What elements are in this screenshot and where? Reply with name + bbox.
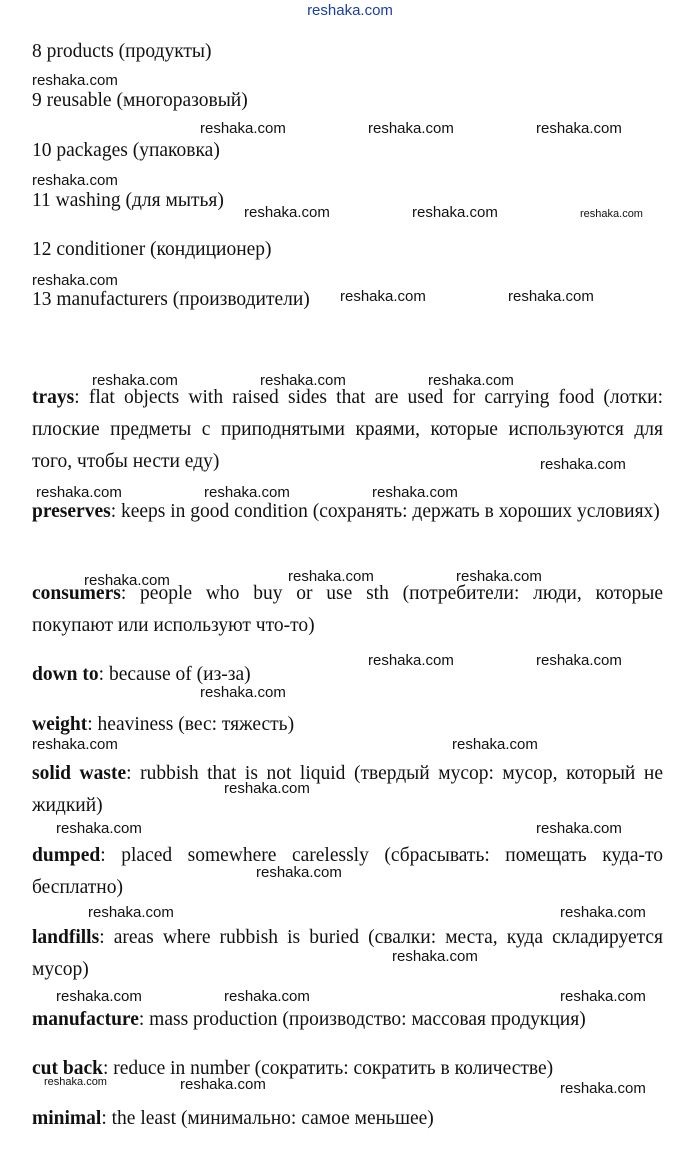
watermark: reshaka.com	[560, 904, 646, 921]
watermark: reshaka.com	[536, 120, 622, 137]
definition-solid-waste	[32, 758, 663, 822]
definition-manufacture	[32, 1004, 663, 1036]
watermark: reshaka.com	[56, 988, 142, 1005]
definition-term: preserves	[32, 501, 111, 522]
definition-term: minimal	[32, 1108, 102, 1129]
watermark: reshaka.com	[32, 272, 118, 289]
watermark: reshaka.com	[508, 288, 594, 305]
watermark: reshaka.com	[204, 484, 290, 501]
definition-term: cut back	[32, 1058, 103, 1079]
definition-term: down to	[32, 664, 99, 685]
definition-text: : heaviness (вес: тяжесть)	[87, 714, 295, 735]
definition-term: consumers	[32, 583, 121, 604]
watermark: reshaka.com	[44, 1076, 107, 1088]
definition-minimal	[32, 1103, 663, 1135]
definition-term: manufacture	[32, 1009, 139, 1030]
watermark: reshaka.com	[540, 456, 626, 473]
watermark: reshaka.com	[536, 820, 622, 837]
definition-text: : people who buy or use sth (потребители: люди, которые покупают или используют что-то)	[32, 583, 663, 636]
watermark: reshaka.com	[392, 948, 478, 965]
watermark: reshaka.com	[92, 372, 178, 389]
definition-text: : the least (минимально: самое меньшее)	[101, 1108, 434, 1129]
definition-text: : placed somewhere carelessly (сбрасывать: помещать куда-то бесплатно)	[32, 845, 663, 898]
watermark: reshaka.com	[260, 372, 346, 389]
watermark: reshaka.com	[456, 568, 542, 585]
watermark: reshaka.com	[580, 208, 643, 220]
definition-text: : keeps in good condition (сохранять: держать в хороших условиях)	[110, 501, 660, 522]
definition-text: : mass production (производство: массовая продукция)	[138, 1009, 586, 1030]
watermark: reshaka.com	[428, 372, 514, 389]
numbered-item: 11 washing (для мытья)	[32, 190, 224, 211]
watermark: reshaka.com	[536, 652, 622, 669]
watermark: reshaka.com	[84, 572, 170, 589]
watermark: reshaka.com	[340, 288, 426, 305]
definition-term: solid waste	[32, 763, 127, 784]
definition-dumped	[32, 840, 663, 904]
numbered-item: 9 reusable (многоразовый)	[32, 90, 248, 111]
watermark: reshaka.com	[200, 684, 286, 701]
watermark: reshaka.com	[32, 72, 118, 89]
definition-term: dumped	[32, 845, 101, 866]
numbered-item: 13 manufacturers (производители)	[32, 289, 310, 310]
watermark: reshaka.com	[56, 820, 142, 837]
watermark: reshaka.com	[200, 120, 286, 137]
watermark: reshaka.com	[32, 172, 118, 189]
definition-term: weight	[32, 714, 88, 735]
watermark: reshaka.com	[36, 484, 122, 501]
definition-term: landfills	[32, 927, 100, 948]
watermark: reshaka.com	[224, 988, 310, 1005]
watermark: reshaka.com	[560, 1080, 646, 1097]
watermark: reshaka.com	[288, 568, 374, 585]
numbered-item: 10 packages (упаковка)	[32, 140, 220, 161]
watermark: reshaka.com	[224, 780, 310, 797]
definition-text: : because of (из-за)	[98, 664, 251, 685]
watermark: reshaka.com	[372, 484, 458, 501]
watermark: reshaka.com	[256, 864, 342, 881]
watermark: reshaka.com	[368, 652, 454, 669]
numbered-item: 8 products (продукты)	[32, 41, 212, 62]
definition-text: : areas where rubbish is buried (свалки: места, куда складируется мусор)	[32, 927, 663, 980]
watermark: reshaka.com	[368, 120, 454, 137]
watermark: reshaka.com	[452, 736, 538, 753]
watermark: reshaka.com	[88, 904, 174, 921]
watermark: reshaka.com	[560, 988, 646, 1005]
watermark: reshaka.com	[32, 736, 118, 753]
watermark: reshaka.com	[180, 1076, 266, 1093]
definition-landfills	[32, 922, 663, 986]
watermark: reshaka.com	[244, 204, 330, 221]
definition-text: : flat objects with raised sides that are used for carrying food (лотки: плоские предметы с приподнятыми краями, которые используются для того, чтобы нести еду)	[32, 387, 663, 472]
definition-weight	[32, 709, 663, 741]
watermark: reshaka.com	[412, 204, 498, 221]
definition-text: : reduce in number (сократить: сократить в количестве)	[102, 1058, 554, 1079]
definition-preserves	[32, 496, 663, 528]
definition-term: trays	[32, 387, 75, 408]
site-link[interactable]: reshaka.com	[307, 2, 393, 19]
definition-text: : rubbish that is not liquid (твердый мусор: мусор, который не жидкий)	[32, 763, 664, 816]
numbered-item: 12 conditioner (кондиционер)	[32, 239, 272, 260]
